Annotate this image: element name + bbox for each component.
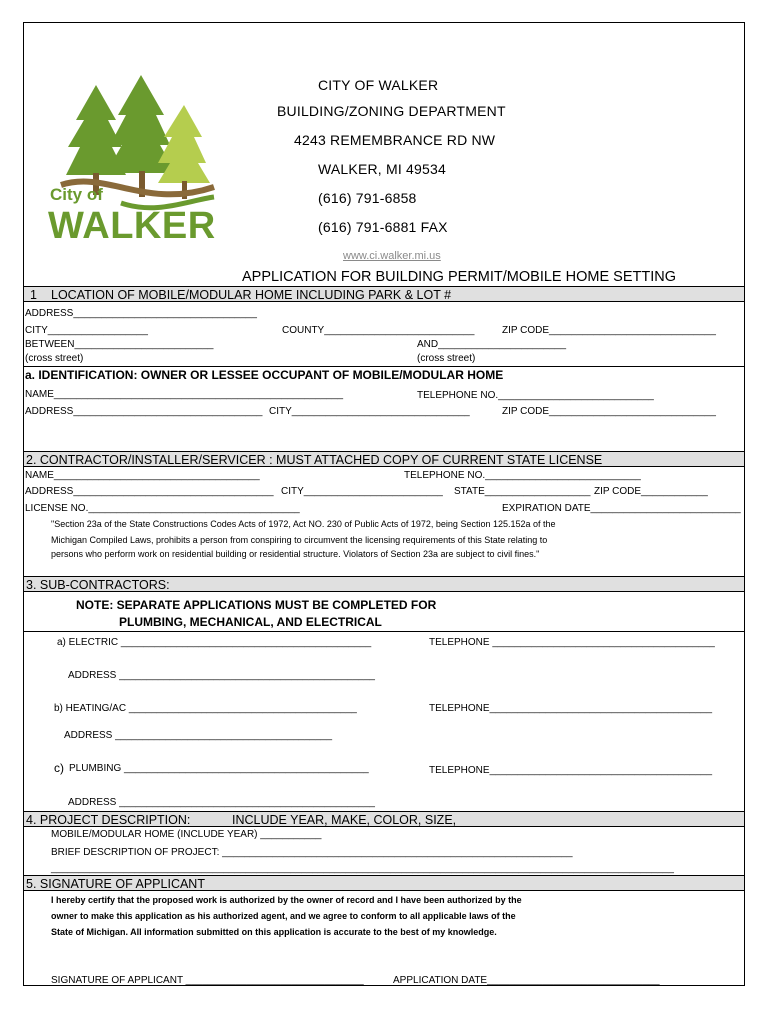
divider bbox=[24, 366, 744, 367]
section-5-header bbox=[24, 875, 744, 891]
s1-cross-street-label-1: (cross street) bbox=[25, 353, 84, 364]
s2-license-field[interactable]: LICENSE NO.______________________________________ bbox=[25, 503, 300, 514]
header-fax: (616) 791-6881 FAX bbox=[318, 219, 448, 235]
logo-text-city-of: City of bbox=[50, 185, 103, 204]
s5-certification-line2: owner to make this application as his authorized agent, and we agree to conform to all applicable laws of the bbox=[51, 911, 516, 921]
s1-and-field[interactable]: AND_______________________ bbox=[417, 339, 567, 350]
s2-statute-quote-line2: Michigan Compiled Laws, prohibits a person from conspiring to circumvent the licensing requirements of this State relating to bbox=[51, 535, 548, 545]
section-2-header bbox=[24, 451, 744, 467]
s3-heating-address-field[interactable]: ADDRESS _______________________________________ bbox=[64, 730, 333, 741]
s3-plumbing-field[interactable]: PLUMBING ____________________________________________ bbox=[69, 763, 369, 774]
s1-between-field[interactable]: BETWEEN_________________________ bbox=[25, 339, 214, 350]
section-1-title: LOCATION OF MOBILE/MODULAR HOME INCLUDING PARK & LOT # bbox=[51, 288, 452, 302]
section-4-title: 4. PROJECT DESCRIPTION: bbox=[26, 813, 191, 827]
s2-city-field[interactable]: CITY_________________________ bbox=[281, 486, 443, 497]
s1-address-field[interactable]: ADDRESS_________________________________ bbox=[25, 308, 257, 319]
header-department: BUILDING/ZONING DEPARTMENT bbox=[277, 103, 506, 119]
s5-certification-line1: I hereby certify that the proposed work is authorized by the owner of record and I have been authorized by the bbox=[51, 895, 522, 905]
s3-plumbing-letter: c) bbox=[54, 761, 64, 775]
city-of-walker-logo bbox=[46, 75, 216, 247]
header-city-state-zip: WALKER, MI 49534 bbox=[318, 161, 446, 177]
section-2-title: 2. CONTRACTOR/INSTALLER/SERVICER : MUST ATTACHED COPY OF CURRENT STATE LICENSE bbox=[26, 453, 603, 467]
s2-statute-quote-line3: persons who perform work on residential building or residential structure. Violators of Section 23a are subject to civil fines." bbox=[51, 549, 540, 559]
s2-telephone-field[interactable]: TELEPHONE NO.____________________________ bbox=[404, 470, 641, 481]
s3-electric-telephone-field[interactable]: TELEPHONE ________________________________________ bbox=[429, 637, 715, 648]
s3-electric-field[interactable]: a) ELECTRIC _____________________________________________ bbox=[57, 637, 372, 648]
s3-electric-address-field[interactable]: ADDRESS ______________________________________________ bbox=[68, 670, 375, 681]
sa-name-field[interactable]: NAME____________________________________________________ bbox=[25, 389, 344, 400]
s1-cross-street-label-2: (cross street) bbox=[417, 353, 476, 364]
s4-mobile-home-year-field[interactable]: MOBILE/MODULAR HOME (INCLUDE YEAR) ___________ bbox=[51, 829, 322, 840]
s2-name-field[interactable]: NAME_____________________________________ bbox=[25, 470, 260, 481]
s1-zip-field[interactable]: ZIP CODE______________________________ bbox=[502, 325, 716, 336]
s3-plumbing-address-field[interactable]: ADDRESS ______________________________________________ bbox=[68, 797, 375, 808]
logo-text-walker: WALKER bbox=[48, 205, 216, 247]
s3-note-line2: PLUMBING, MECHANICAL, AND ELECTRICAL bbox=[119, 615, 382, 629]
s2-zip-field[interactable]: ZIP CODE____________ bbox=[594, 486, 708, 497]
s5-certification-line3: State of Michigan. All information submitted on this application is accurate to the best of my knowledge. bbox=[51, 927, 497, 937]
sa-city-field[interactable]: CITY________________________________ bbox=[269, 406, 470, 417]
s1-county-field[interactable]: COUNTY___________________________ bbox=[282, 325, 475, 336]
section-3-title: 3. SUB-CONTRACTORS: bbox=[26, 578, 170, 592]
sa-address-field[interactable]: ADDRESS__________________________________ bbox=[25, 406, 263, 417]
s2-state-field[interactable]: STATE___________________ bbox=[454, 486, 591, 497]
section-5-title: 5. SIGNATURE OF APPLICANT bbox=[26, 877, 205, 891]
section-1-number: 1 bbox=[30, 288, 37, 302]
s5-signature-field[interactable]: SIGNATURE OF APPLICANT ________________________________ bbox=[51, 975, 364, 986]
s5-application-date-field[interactable]: APPLICATION DATE_______________________________ bbox=[393, 975, 660, 986]
divider bbox=[24, 631, 744, 632]
section-4-subtitle: INCLUDE YEAR, MAKE, COLOR, SIZE, bbox=[232, 813, 457, 827]
s1-city-field[interactable]: CITY__________________ bbox=[25, 325, 148, 336]
s2-address-field[interactable]: ADDRESS____________________________________ bbox=[25, 486, 274, 497]
s3-heating-field[interactable]: b) HEATING/AC _________________________________________ bbox=[54, 703, 357, 714]
form-title: APPLICATION FOR BUILDING PERMIT/MOBILE HOME SETTING bbox=[242, 269, 676, 285]
s4-brief-description-field[interactable]: BRIEF DESCRIPTION OF PROJECT: _______________________________________________________________ bbox=[51, 847, 573, 858]
s2-expiration-field[interactable]: EXPIRATION DATE___________________________ bbox=[502, 503, 741, 514]
section-3-header bbox=[24, 576, 744, 592]
website-link[interactable]: www.ci.walker.mi.us bbox=[343, 250, 441, 262]
section-a-title: a. IDENTIFICATION: OWNER OR LESSEE OCCUPANT OF MOBILE/MODULAR HOME bbox=[25, 368, 504, 382]
s3-note-line1: NOTE: SEPARATE APPLICATIONS MUST BE COMPLETED FOR bbox=[76, 598, 437, 612]
s3-heating-telephone-field[interactable]: TELEPHONE________________________________________ bbox=[429, 703, 713, 714]
header-city: CITY OF WALKER bbox=[318, 77, 439, 93]
s3-plumbing-telephone-field[interactable]: TELEPHONE________________________________________ bbox=[429, 765, 713, 776]
header-address: 4243 REMEMBRANCE RD NW bbox=[294, 132, 496, 148]
header-phone: (616) 791-6858 bbox=[318, 190, 417, 206]
s4-description-continuation-field[interactable]: ________________________________________________________________________________________________________________ bbox=[51, 863, 674, 874]
section-1-header bbox=[24, 286, 744, 302]
section-4-header bbox=[24, 811, 744, 827]
sa-telephone-field[interactable]: TELEPHONE NO.____________________________ bbox=[417, 390, 654, 401]
s2-statute-quote-line1: "Section 23a of the State Constructions Codes Acts of 1972, Act NO. 230 of Public Acts of 1972, being Section 125.152a of the bbox=[51, 519, 556, 529]
sa-zip-field[interactable]: ZIP CODE______________________________ bbox=[502, 406, 716, 417]
application-form bbox=[23, 22, 745, 986]
